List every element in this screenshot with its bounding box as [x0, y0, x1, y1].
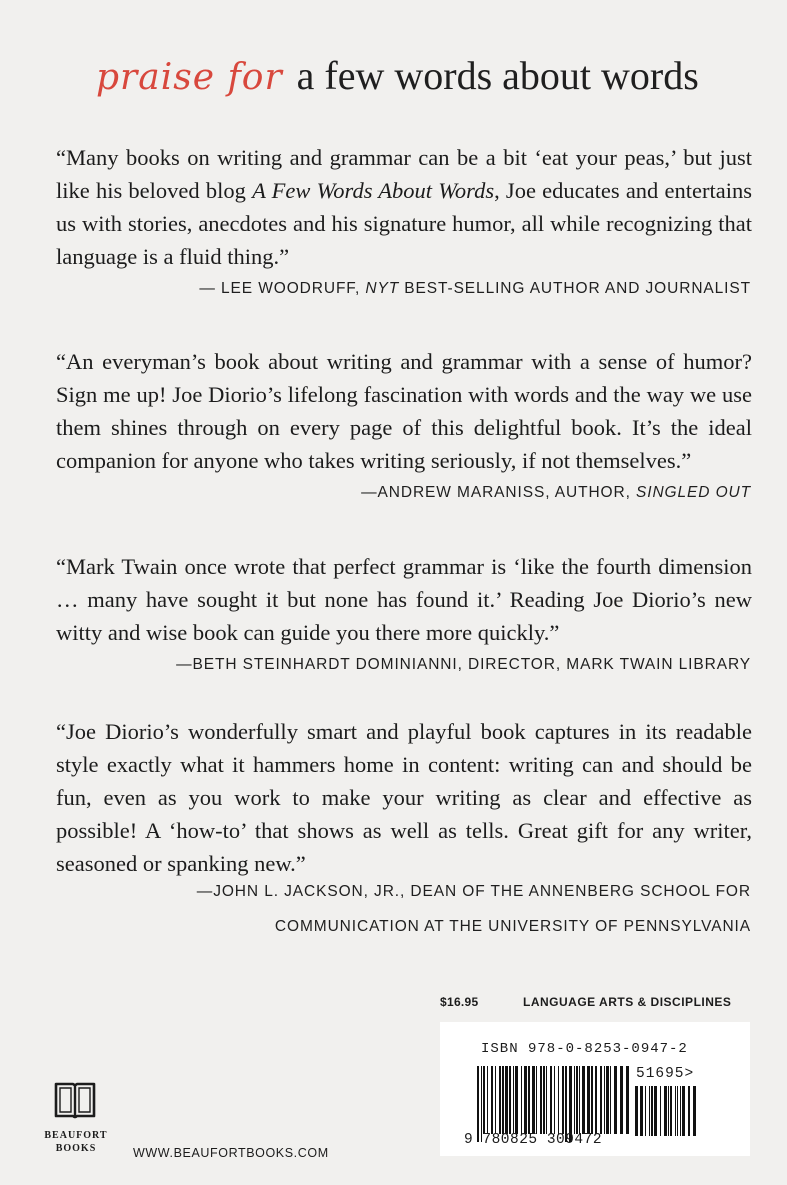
barcode-bar — [654, 1086, 657, 1136]
barcode-bar — [562, 1066, 564, 1134]
barcode-bar — [487, 1066, 488, 1134]
barcode-bar — [509, 1066, 511, 1134]
barcode-bar — [600, 1066, 602, 1134]
ean-barcode — [477, 1066, 631, 1142]
barcode-bar — [587, 1066, 590, 1134]
barcode-bar — [660, 1086, 661, 1136]
barcode-bar — [499, 1066, 501, 1134]
barcode-bar — [505, 1066, 508, 1134]
barcode-bar — [680, 1086, 681, 1136]
book-title: a few words about words — [296, 53, 699, 98]
price: $16.95 — [440, 995, 479, 1009]
barcode-bar — [550, 1066, 552, 1134]
barcode-bar — [606, 1066, 609, 1134]
barcode-bar — [502, 1066, 504, 1134]
barcode-bar — [693, 1086, 696, 1136]
barcode-bar — [543, 1066, 545, 1134]
barcode-bar — [491, 1066, 493, 1134]
attribution-2: —ANDREW MARANISS, AUTHOR, SINGLED OUT — [361, 484, 751, 501]
barcode-bar — [582, 1066, 585, 1134]
barcode-digits: 9 780825 309472 — [464, 1132, 603, 1148]
barcode-bar — [688, 1086, 690, 1136]
category: LANGUAGE ARTS & DISCIPLINES — [523, 995, 732, 1009]
barcode-bar — [565, 1066, 567, 1142]
barcode-bar — [591, 1066, 593, 1134]
praise-quote-3: “Mark Twain once wrote that perfect grammar is ‘like the fourth dimension … many have sought it but none has found it.’ Reading Joe Diorio’s new witty and wise book can guide you there more quickly.” — [56, 554, 752, 645]
barcode-bar — [540, 1066, 542, 1134]
attribution-1: — LEE WOODRUFF, NYT BEST-SELLING AUTHOR AND JOURNALIST — [199, 280, 751, 297]
attribution-4-line-1: —JOHN L. JACKSON, JR., DEAN OF THE ANNENBERG SCHOOL FOR — [196, 883, 751, 900]
barcode-bar — [574, 1066, 575, 1134]
barcode-bar — [579, 1066, 580, 1134]
barcode-bar — [668, 1086, 669, 1136]
barcode-bar — [620, 1066, 623, 1134]
isbn-text: ISBN 978-0-8253-0947-2 — [481, 1041, 688, 1057]
barcode-bar — [515, 1066, 518, 1134]
barcode-bar — [558, 1066, 559, 1134]
praise-heading — [96, 52, 736, 99]
barcode-bar — [626, 1066, 629, 1134]
praise-label: praise for — [96, 57, 283, 98]
barcode-bar — [528, 1066, 530, 1134]
publisher-name: BEAUFORT BOOKS — [44, 1130, 108, 1154]
barcode-bar — [614, 1066, 617, 1134]
barcode-bar — [524, 1066, 527, 1134]
barcode-bar — [670, 1086, 672, 1136]
barcode-bar — [513, 1066, 514, 1134]
barcode-bar — [604, 1066, 605, 1134]
barcode-bar — [521, 1066, 522, 1134]
barcode-bar — [682, 1086, 685, 1136]
barcode-bar — [546, 1066, 547, 1134]
barcode-bar — [664, 1086, 667, 1136]
barcode-bar — [481, 1066, 482, 1142]
barcode-bar — [595, 1066, 597, 1134]
barcode-bar — [483, 1066, 485, 1134]
blog-title: A Few Words About Words — [252, 178, 495, 203]
barcode-bar — [569, 1066, 572, 1142]
barcode-bar — [554, 1066, 555, 1134]
praise-quote-1: “Many books on writing and grammar can be a bit ‘eat your peas,’ but just like his beloved blog A Few Words About Words, Joe educates and entertains us with stories, anecdotes and his signature humor, all while recognizing that language is a fluid thing.” — [56, 145, 752, 269]
barcode-bar — [495, 1066, 496, 1134]
praise-quote-2: “An everyman’s book about writing and grammar with a sense of humor? Sign me up! Joe Diorio’s lifelong fascination with words and the way we use them shines through on every page of this delightful book. It’s the ideal companion for anyone who takes writing seriously, if not themselves.” — [56, 349, 752, 473]
barcode-bar — [677, 1086, 678, 1136]
barcode-bar — [536, 1066, 537, 1134]
barcode-bar — [477, 1066, 479, 1142]
barcode-bar — [645, 1086, 646, 1136]
open-book-icon — [53, 1078, 97, 1122]
attribution-4-line-2: COMMUNICATION AT THE UNIVERSITY OF PENNSYLVANIA — [274, 918, 751, 935]
barcode-bar — [576, 1066, 578, 1134]
barcode-bar — [640, 1086, 643, 1136]
barcode-panel — [440, 1022, 750, 1156]
publisher-website: WWW.BEAUFORTBOOKS.COM — [133, 1146, 329, 1160]
price-addon-barcode — [635, 1086, 697, 1144]
barcode-bar — [675, 1086, 676, 1136]
barcode-bar — [610, 1066, 611, 1134]
barcode-bar — [651, 1086, 653, 1136]
barcode-bar — [635, 1086, 638, 1136]
price-code: 51695> — [636, 1066, 695, 1082]
barcode-bar — [532, 1066, 535, 1134]
barcode-bar — [649, 1086, 650, 1136]
attribution-3: —BETH STEINHARDT DOMINIANNI, DIRECTOR, MARK TWAIN LIBRARY — [176, 656, 751, 673]
praise-quote-4: “Joe Diorio’s wonderfully smart and playful book captures in its readable style exactly what it hammers home in content: writing can and should be fun, even as you work to make your writing as clear and effective as possible! A ‘how-to’ that shows as well as tells. Great gift for any writer, seasoned or spanking new.” — [56, 719, 752, 876]
